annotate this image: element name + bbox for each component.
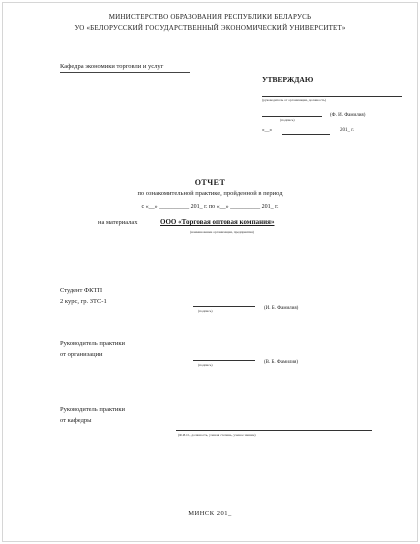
supervisor-dept-caption: (Ф.И.О., должность, ученая степень, ученое звание) xyxy=(178,433,256,437)
approval-date-prefix: «__» xyxy=(262,128,272,133)
university-heading: УО «БЕЛОРУССКИЙ ГОСУДАРСТВЕННЫЙ ЭКОНОМИЧЕСКИЙ УНИВЕРСИТЕТ» xyxy=(74,24,346,32)
approval-signature-caption: (подпись) xyxy=(280,118,295,122)
supervisor-org-line-2: от организации xyxy=(60,351,103,358)
approval-position-caption: (руководитель от организации, должность) xyxy=(262,98,326,102)
report-subtitle: по ознакомительной практике, пройденной в период xyxy=(137,190,283,197)
approval-position-line xyxy=(262,96,402,97)
supervisor-org-name: (В. Б. Фамилия) xyxy=(264,360,299,365)
report-dates: с «__» __________ 201_ г. по «__» __________ 201_ г. xyxy=(141,204,279,210)
approval-name: (Ф. И. Фамилия) xyxy=(330,113,366,118)
org-caption: (наименование организации, предприятия) xyxy=(190,230,254,234)
supervisor-org-signature-line xyxy=(193,360,255,361)
approval-heading: УТВЕРЖДАЮ xyxy=(262,75,314,84)
page-border xyxy=(2,2,418,542)
student-signature-caption: (подпись) xyxy=(198,309,213,313)
org-name: ООО «Торговая оптовая компания» xyxy=(160,218,275,226)
supervisor-dept-line-2: от кафедры xyxy=(60,417,92,424)
city-year: МИНСК 201_ xyxy=(188,510,232,517)
supervisor-dept-line xyxy=(176,430,372,431)
supervisor-org-signature-caption: (подпись) xyxy=(198,363,213,367)
approval-date-line xyxy=(282,134,330,135)
supervisor-dept-line-1: Руководитель практики xyxy=(60,406,126,413)
report-title: ОТЧЕТ xyxy=(194,178,226,187)
department-name: Кафедра экономики торговли и услуг xyxy=(60,63,164,70)
student-name: (И. Б. Фамилия) xyxy=(264,306,299,311)
student-line-1: Студент ФКТП xyxy=(60,287,103,294)
approval-signature-line xyxy=(262,116,322,117)
org-prefix: на материалах xyxy=(98,219,138,226)
department-underline xyxy=(60,72,190,73)
student-line-2: 2 курс, гр. ЗТС-1 xyxy=(60,298,107,305)
supervisor-org-line-1: Руководитель практики xyxy=(60,340,126,347)
ministry-heading: МИНИСТЕРСТВО ОБРАЗОВАНИЯ РЕСПУБЛИКИ БЕЛАРУСЬ xyxy=(108,13,312,21)
approval-date-suffix: 201_ г. xyxy=(340,128,354,133)
student-signature-line xyxy=(193,306,255,307)
